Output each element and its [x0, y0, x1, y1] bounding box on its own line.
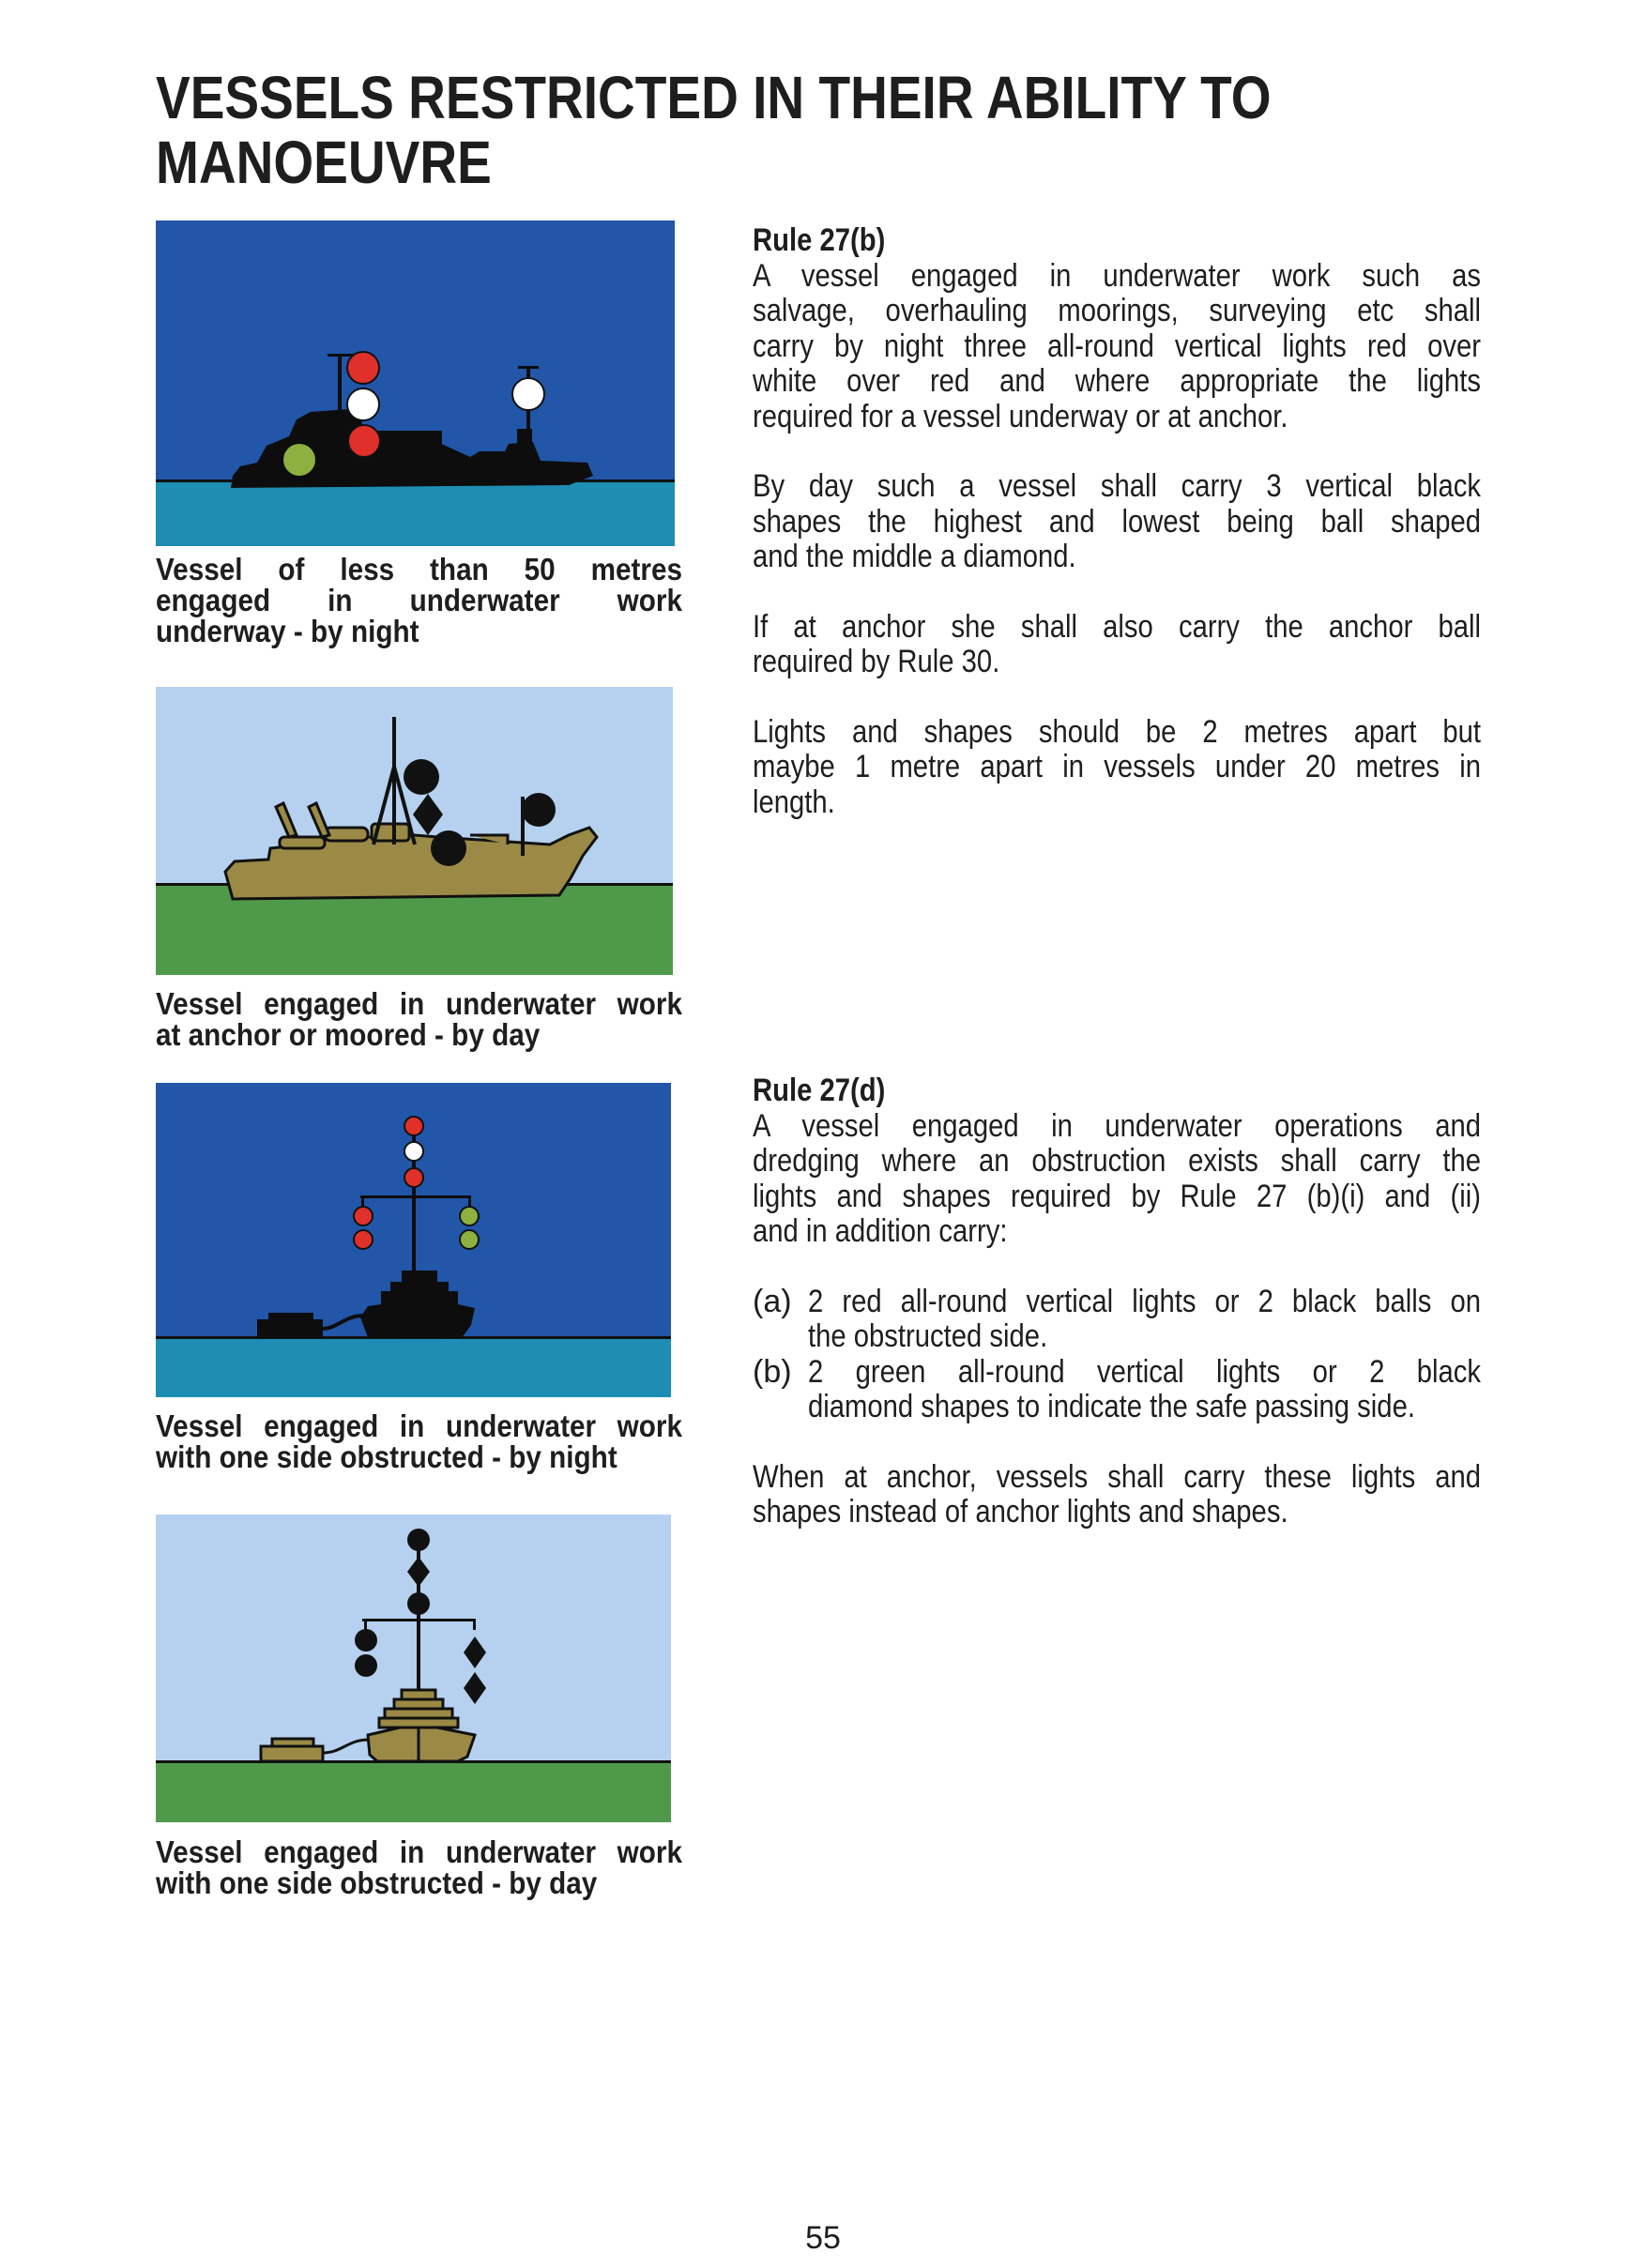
- rule-27b-body: [753, 259, 1481, 821]
- list-marker: (b): [753, 1353, 792, 1390]
- rule-27d-closing: [753, 1460, 1481, 1530]
- rule-27d-heading: Rule 27(d): [753, 1073, 886, 1108]
- rule-27d-intro: [753, 1109, 1481, 1250]
- text-line: length.: [753, 784, 835, 820]
- figure-day-one-side-obstructed: [156, 1515, 671, 1822]
- text-line: lights and shapes required by Rule 27 (b)(i) and (ii): [753, 1178, 1482, 1214]
- red-light-icon: [347, 352, 379, 384]
- text-line: A vessel engaged in underwater work such as: [753, 257, 1482, 294]
- text-line: dredging where an obstruction exists shall carry the: [753, 1143, 1481, 1179]
- title-line: VESSELS RESTRICTED IN THEIR ABILITY TO: [156, 64, 1272, 131]
- figure-caption: Vessel of less than 50 metres engaged in underwater work underway - by night: [156, 552, 683, 648]
- black-obstruction-ball-icon: [355, 1629, 377, 1652]
- water: [156, 481, 675, 546]
- text-line: salvage, overhauling moorings, surveying etc shall: [753, 293, 1482, 328]
- list-item: [753, 1285, 1481, 1355]
- rule-27b-heading: Rule 27(b): [753, 222, 886, 258]
- ground: [156, 1762, 671, 1822]
- paragraph: [753, 715, 1481, 821]
- paragraph: [753, 610, 1481, 680]
- green-passing-light-icon: [460, 1207, 479, 1225]
- figure-night-underwater-work-underway: [156, 221, 675, 546]
- text-line: required for a vessel underway or at anchor.: [753, 398, 1288, 434]
- illustration-vessel-night-underway: [156, 221, 675, 546]
- illustration-vessel-day-at-anchor: [156, 687, 673, 975]
- red-light-icon: [348, 425, 380, 457]
- paragraph: [753, 259, 1481, 435]
- text-line: and the middle a diamond.: [753, 539, 1076, 574]
- text-line: shapes instead of anchor lights and shapes.: [753, 1494, 1288, 1530]
- white-light-icon: [404, 1142, 423, 1161]
- rule-27d-list: [753, 1285, 1481, 1425]
- figure-day-underwater-work-at-anchor: [156, 687, 673, 975]
- text-line: 2 green all-round vertical lights or 2 black: [808, 1353, 1481, 1390]
- figure-night-one-side-obstructed: [156, 1083, 671, 1397]
- black-ball-icon: [407, 1529, 430, 1551]
- illustration-vessel-night-obstructed: [156, 1083, 671, 1397]
- rule-27d-section: [753, 1073, 1481, 1565]
- text-line: maybe 1 metre apart in vessels under 20 metres in: [753, 749, 1482, 784]
- red-light-icon: [404, 1168, 423, 1187]
- red-light-icon: [404, 1117, 423, 1135]
- page-number: 55: [805, 2220, 841, 2256]
- green-sidelight-icon: [283, 444, 315, 476]
- text-line: shapes the highest and lowest being ball shaped: [753, 503, 1481, 540]
- water: [156, 1338, 671, 1397]
- black-ball-icon: [431, 830, 466, 866]
- black-obstruction-ball-icon: [355, 1654, 377, 1677]
- text-line: A vessel engaged in underwater operations and: [753, 1107, 1481, 1144]
- figure-caption: Vessel engaged in underwater work at anchor or moored - by day: [156, 986, 683, 1052]
- text-line: required by Rule 30.: [753, 644, 1000, 679]
- text-line: and in addition carry:: [753, 1213, 1008, 1249]
- white-light-icon: [347, 388, 379, 420]
- black-ball-icon: [407, 1592, 430, 1615]
- illustration-vessel-day-obstructed: [156, 1515, 671, 1822]
- text-line: 2 red all-round vertical lights or 2 black balls on: [808, 1283, 1482, 1319]
- text-line: By day such a vessel shall carry 3 vertical black: [753, 468, 1482, 504]
- text-line: If at anchor she shall also carry the anchor ball: [753, 608, 1482, 645]
- figure-caption: Vessel engaged in underwater work with one side obstructed - by day: [156, 1834, 683, 1900]
- text-line: the obstructed side.: [808, 1318, 1048, 1354]
- list-marker: (a): [753, 1283, 792, 1319]
- list-item: [753, 1355, 1481, 1425]
- text-line: When at anchor, vessels shall carry these lights and: [753, 1458, 1482, 1495]
- black-ball-icon: [404, 759, 439, 795]
- text-line: diamond shapes to indicate the safe passing side.: [808, 1389, 1415, 1424]
- anchor-ball-icon: [522, 793, 556, 827]
- text-line: Lights and shapes should be 2 metres apart but: [753, 713, 1482, 750]
- rule-27b-section: [753, 223, 1481, 855]
- title-line: MANOEUVRE: [156, 129, 492, 196]
- text-line: carry by night three all-round vertical lights red over: [753, 327, 1482, 364]
- text-line: white over red and where appropriate the lights: [753, 363, 1482, 399]
- red-obstruction-light-icon: [354, 1230, 373, 1249]
- white-masthead-light-icon: [512, 378, 544, 410]
- green-passing-light-icon: [460, 1230, 479, 1249]
- figure-caption: Vessel engaged in underwater work with one side obstructed - by night: [156, 1408, 683, 1474]
- red-obstruction-light-icon: [354, 1207, 373, 1225]
- paragraph: [753, 469, 1481, 575]
- page-title: [156, 66, 1338, 195]
